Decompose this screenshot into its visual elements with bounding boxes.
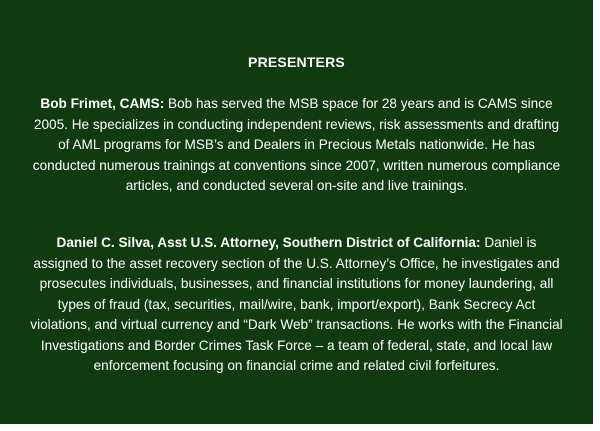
presenter-bio-daniel-silva: [30, 233, 563, 377]
section-heading: PRESENTERS: [248, 54, 345, 70]
presenter-name: Bob Frimet, CAMS:: [40, 96, 165, 111]
presenter-description: Daniel is assigned to the asset recovery section of the U.S. Attorney’s Office, he investigates and prosecutes individuals, businesses, and financial institutions for money laundering, all types of fraud (tax, securities, mail/wire, bank, import/export), Bank Secrecy Act violations, and virtual currency and “Dark Web” transactions. He works with the Financial Investigations and Border Crimes Task Force – a team of federal, state, and local law enforcement focusing on financial crime and related civil forfeitures.: [30, 235, 563, 373]
presenter-bio-bob-frimet: [30, 94, 563, 197]
presenter-name: Daniel C. Silva, Asst U.S. Attorney, Southern District of California:: [56, 235, 481, 250]
presenter-description: Bob has served the MSB space for 28 years and is CAMS since 2005. He specializes in conducting independent reviews, risk assessments and drafting of AML programs for MSB’s and Dealers in Precious Metals nationwide. He has conducted numerous trainings at conventions since 2007, written numerous compliance articles, and conducted several on-site and live trainings.: [32, 96, 561, 193]
